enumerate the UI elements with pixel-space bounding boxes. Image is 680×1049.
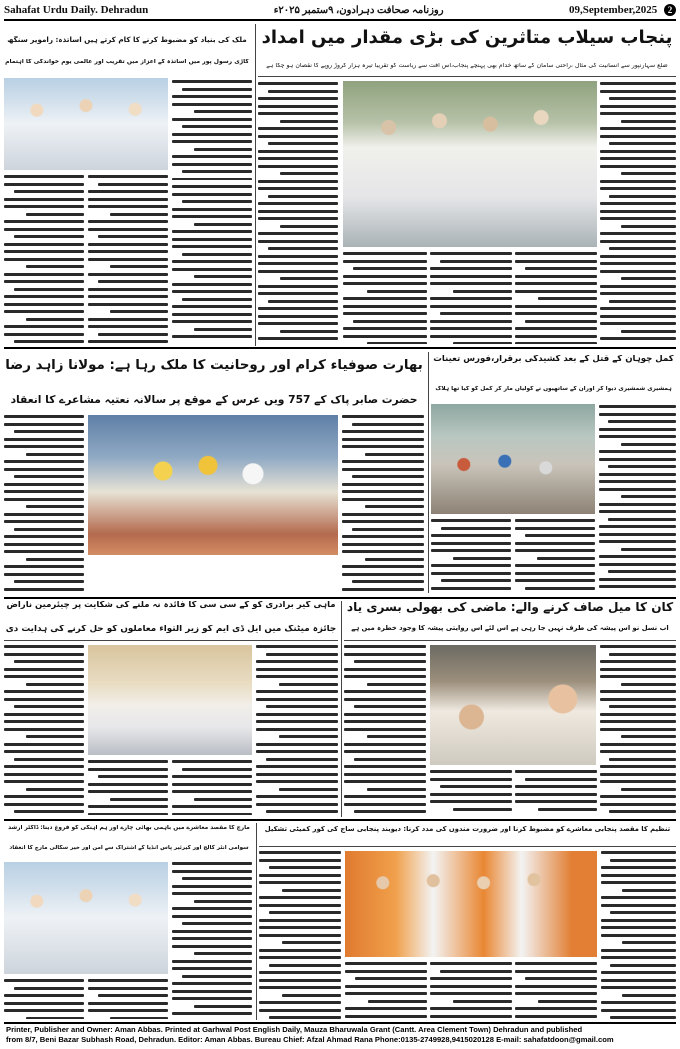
masthead-title: Sahafat Urdu Daily. Dehradun xyxy=(4,4,149,16)
section-rule-3 xyxy=(4,819,676,821)
march-headline: مارچ کا مقصد معاشرے میں باہمی بھائی چارے اور ہم آہنگی کو فروغ دینا: ڈاکٹر ارشد xyxy=(8,825,250,831)
sikh-text-col-b xyxy=(601,851,676,1021)
teachers-text-col-b xyxy=(4,175,84,343)
dm-meeting-headline: ماہی گیر برادری کو کے سی سی کا فائدہ نہ ملنے کی شکایت پر چیئرمین ناراض xyxy=(6,601,336,610)
cobbler-subhead: اب نسل نو اس پیشہ کی طرف نہیں جا رہی ہے اس لئے اس روایتی پیشہ کا وجود خطرہ میں ہے xyxy=(351,625,669,632)
teachers-text-col-c xyxy=(88,175,168,343)
urdu-dateline: روزنامہ صحافت دہرادون، ۹ستمبر ۲۰۲۵ء xyxy=(273,4,444,16)
chauhan-text-col-a xyxy=(599,405,676,593)
sabir-subhead: حضرت صابر پاک کے 757 ویں عرس کے موقع پر سالانہ نعتیہ مشاعرے کا انعقاد xyxy=(10,394,418,406)
punjabi-samaj-committee-photo xyxy=(345,851,597,957)
chauhan-headline: کمل چوہان کے قتل کے بعد کشیدگی برقرار،فورس تعینات xyxy=(433,355,674,364)
section-rule-1 xyxy=(4,347,676,349)
march-text-col-a xyxy=(172,862,252,1020)
punjab-rule xyxy=(258,76,676,77)
sikh-text-col-d xyxy=(430,962,512,1020)
punjab-text-col-b3 xyxy=(515,252,597,344)
sikh-headline: تنظیم کا مقصد پنجابی معاشرے کو مضبوط کرنا اور ضرورت مندوں کی مدد کرنا: دیوبند پنجابی ساج کی کور کمیٹی تشکیل xyxy=(264,826,671,833)
imprint-footer xyxy=(6,1025,674,1045)
col-divider xyxy=(255,24,256,346)
punjab-text-col-b1 xyxy=(343,252,427,344)
sabir-urs-photo xyxy=(88,415,338,555)
cobbler-text-col-a xyxy=(344,645,426,815)
teachers-ceremony-photo xyxy=(4,78,168,170)
teachers-headline: ملک کی بنیاد کو مضبوط کرنے کا کام کرتے ہیں اساتذہ: رامویر سنگھ xyxy=(7,36,247,44)
punjab-headline: پنجاب سیلاب متاثرین کی بڑی مقدار میں امداد xyxy=(261,28,673,48)
imprint-line-2: from 8/7, Beni Bazar Subhash Road, Dehradun. Editor: Aman Abbas. Bureau Chief: Afzal Ahmad Rana Phone:0135-2749928,9415020128 E-mail: sahafatdoon@gmail.com xyxy=(6,1035,614,1044)
chauhan-subhead: ہمشیری شمشیری دیوا کر اوران کے ساتھیوں نے گولیاں مار کر کمل کو کیا تھا ہلاک xyxy=(435,386,672,392)
cobbler-rule xyxy=(344,640,676,641)
dm-text-col-a xyxy=(4,645,84,815)
punjab-text-col-left xyxy=(258,82,338,344)
punjab-subhead: ضلع سہارنپور سے انسانیت کی مثال ،راحتی سامان کے ساتھ خدام بھی پہنچے پنجاب،اس آفت سے ریاست کو تقریباً تیرہ ہزار کروڑ روپے کا نقصان ہو چکا ہے xyxy=(266,63,668,69)
masthead-rule xyxy=(4,19,676,21)
dm-rule xyxy=(4,640,338,641)
dm-text-col-d xyxy=(172,760,252,815)
col-divider xyxy=(428,352,429,593)
footer-rule xyxy=(4,1022,676,1024)
sabir-text-col-b xyxy=(342,415,424,595)
march-subhead: سوامی انٹر کالج اور کیرئیر پاس انڈیا کے اشتراک سے امن اور خیر سگالی مارچ کا انعقاد xyxy=(9,845,249,851)
sikh-rule xyxy=(259,846,676,847)
chauhan-text-col-b xyxy=(431,519,511,593)
sikh-text-col-c xyxy=(345,962,427,1020)
dateline-block xyxy=(569,4,676,16)
dm-review-meeting-photo xyxy=(88,645,252,755)
teachers-subhead: گاڑی رسول پور میں اساتذہ کے اعزاز میں تقریب اور عالمی یوم خواندگی کا اہتمام xyxy=(5,59,249,65)
col-divider xyxy=(341,601,342,817)
cobbler-ear-cleaner-photo xyxy=(430,645,596,765)
chauhan-text-col-c xyxy=(515,519,595,593)
teachers-text-col-d xyxy=(172,185,252,343)
punjab-text-col-b2 xyxy=(430,252,512,344)
chauhan-street-photo xyxy=(431,404,595,514)
issue-date: 09,September,2025 xyxy=(569,4,658,16)
punjab-text-col-right xyxy=(600,82,676,344)
page-number-badge: 2 xyxy=(664,4,676,16)
dm-text-col-b xyxy=(256,645,338,815)
cobbler-text-col-b xyxy=(600,645,676,815)
cobbler-text-col-c xyxy=(430,770,512,815)
dm-text-col-c xyxy=(88,760,168,815)
sikh-text-col-a xyxy=(259,851,341,1021)
sabir-text-col-a xyxy=(4,415,84,595)
section-rule-2 xyxy=(4,597,676,599)
punjab-relief-photo xyxy=(343,81,597,247)
masthead-bar xyxy=(4,2,676,18)
col-divider xyxy=(256,823,257,1020)
march-text-col-c xyxy=(88,979,168,1019)
teachers-text-col-a xyxy=(172,80,252,180)
imprint-line-1: Printer, Publisher and Owner: Aman Abbas. Printed at Garhwal Post English Daily, Mauza Bharuwala Grant (Cantt. Area Clement Town) Dehradun and published xyxy=(6,1025,583,1034)
sikh-text-col-e xyxy=(515,962,597,1020)
cobbler-text-col-d xyxy=(515,770,597,815)
march-text-col-b xyxy=(4,979,84,1019)
peace-march-photo xyxy=(4,862,168,974)
sabir-headline: بھارت صوفیاء کرام اور روحانیت کا ملک رہا ہے: مولانا زاہد رضا xyxy=(5,359,423,373)
cobbler-headline: کان کا میل صاف کرنے والے: ماضی کی بھولی بسری یاد xyxy=(346,601,674,614)
dm-meeting-subhead: جائزہ میٹنگ میں ایل ڈی ایم کو زیر التواء معاملوں کو حل کرنے کی ہدایت دی xyxy=(5,625,337,634)
